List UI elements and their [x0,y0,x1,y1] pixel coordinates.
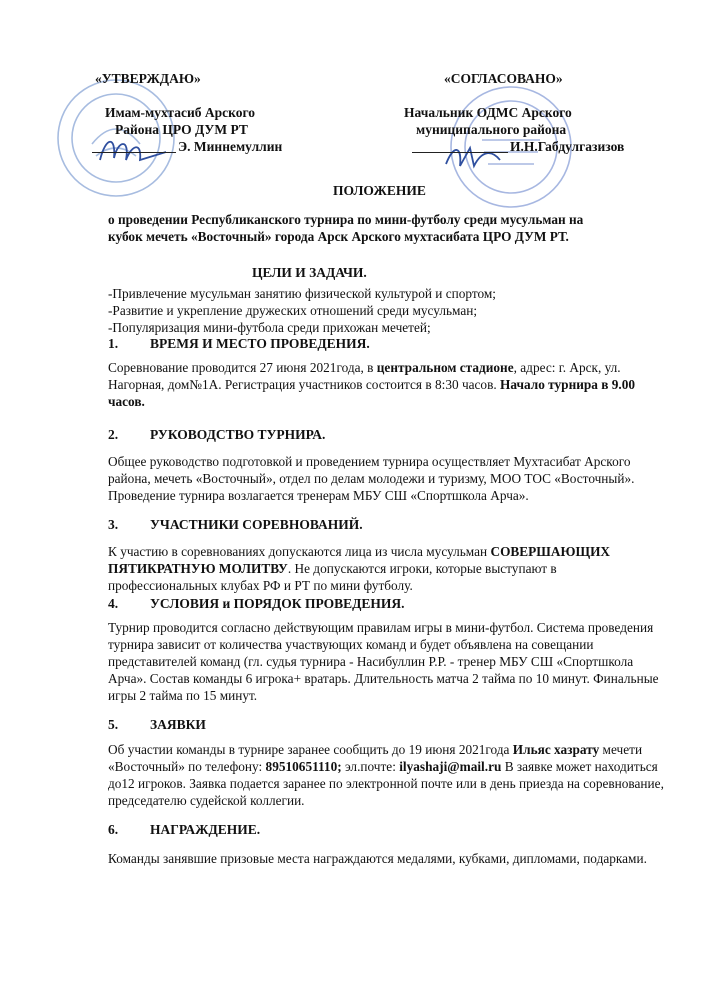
approve-signature-line [92,152,176,153]
start-time: Начало турнира в 9.00 часов. [108,377,636,409]
section-title: УСЛОВИЯ и ПОРЯДОК ПРОВЕДЕНИЯ. [150,596,405,611]
agree-signature-line [412,152,508,153]
goals-heading: ЦЕЛИ И ЗАДАЧИ. [252,265,367,280]
prayer-requirement: СОВЕРШАЮЩИХ ПЯТИКРАТНУЮ МОЛИТВУ [108,544,611,576]
stadium-name: центральном стадионе [376,360,514,375]
section-number: 5. [108,717,119,732]
section-number: 2. [108,427,119,442]
approve-position-line2: Района ЦРО ДУМ РТ [115,122,248,137]
section-title: РУКОВОДСТВО ТУРНИРА. [150,427,326,442]
section-text-part: К участию в соревнованиях допускаются лица из числа мусульман [108,544,491,559]
section-text-part: . Не допускаются игроки, которые выступают в профессиональных клубах РФ и РТ по мини футболу. [108,561,557,593]
approve-label: «УТВЕРЖДАЮ» [95,71,201,86]
section-3-text [108,543,668,594]
section-title: УЧАСТНИКИ СОРЕВНОВАНИЙ. [150,517,363,532]
section-number: 3. [108,517,119,532]
section-6-text: Команды занявшие призовые места награждаются медалями, кубками, дипломами, подарками. [108,851,647,866]
section-text-part: В заявке может находиться до12 игроков. Заявка подается заранее по электронной почте или в день приезда на соревнование, председателю судейской коллегии. [108,759,664,808]
section-text-part: , адрес: г. Арск, ул. Нагорная, дом№1А. Регистрация участников состоится в 8:30 часов. [108,360,621,392]
agree-position-line1: Начальник ОДМС Арского [404,105,572,120]
goal-item: -Развитие и укрепление дружеских отношений среди мусульман; [108,303,478,318]
section-number: 6. [108,822,119,837]
goal-item: -Популяризация мини-футбола среди прихожан мечетей; [108,320,431,335]
contact-email: ilyashaji@mail.ru [399,759,502,774]
goal-item: -Привлечение мусульман занятию физической культурой и спортом; [108,286,497,301]
section-title: НАГРАЖДЕНИЕ. [150,822,261,837]
section-text-part: Соревнование проводится 27 июня 2021года, в [108,360,377,375]
contact-person: Ильяс хазрату [512,742,600,757]
agree-label: «СОГЛАСОВАНО» [444,71,563,86]
section-number: 4. [108,596,119,611]
section-number: 1. [108,336,119,351]
section-title: ВРЕМЯ И МЕСТО ПРОВЕДЕНИЯ. [150,336,370,351]
contact-phone: 89510651110; [265,759,342,774]
document-subtitle-line2: кубок мечеть «Восточный» города Арск Арского мухтасибата ЦРО ДУМ РТ. [108,229,569,244]
right-signature-icon [440,140,510,174]
section-2-text: Общее руководство подготовкой и проведением турнира осуществляет Мухтасибат Арского района, мечеть «Восточный», отдел по делам молодежи и туризму, МОО ТОС «Восточный». Проведение турнира возлагается тренерам МБУ СШ «Спортшкола Арча». [108,454,635,503]
approve-position-line1: Имам-мухтасиб Арского [105,105,255,120]
document-subtitle-line1: о проведении Республиканского турнира по мини-футболу среди мусульман на [108,212,584,227]
section-1-text [108,359,668,410]
section-title: ЗАЯВКИ [150,717,206,732]
agree-signer-name: И.Н.Габдулгазизов [510,139,625,154]
section-4-text: Турнир проводится согласно действующим правилам игры в мини-футбол. Система проведения турнира зависит от количества участвующих команд и будет объявлена на совещании представителей команд (гл. судья турнира - Насибуллин Р.Р. - тренер МБУ СШ «Спортшкола Арча». Состав команды 6 игрока+ вратарь. Длительность матча 2 тайма по 10 минут. Финальные игры 2 тайма по 15 минут. [108,620,659,703]
approve-signer-name: Э. Миннемуллин [178,139,283,154]
section-text-part: мечети «Восточный» по телефону: [108,742,643,774]
section-5-text [108,741,668,809]
agree-position-line2: муниципального района [416,122,567,137]
section-text-part: Об участии команды в турнире заранее сообщить до 19 июня 2021года [108,742,513,757]
section-text-part: эл.почте: [341,759,400,774]
document-title: ПОЛОЖЕНИЕ [333,183,426,198]
